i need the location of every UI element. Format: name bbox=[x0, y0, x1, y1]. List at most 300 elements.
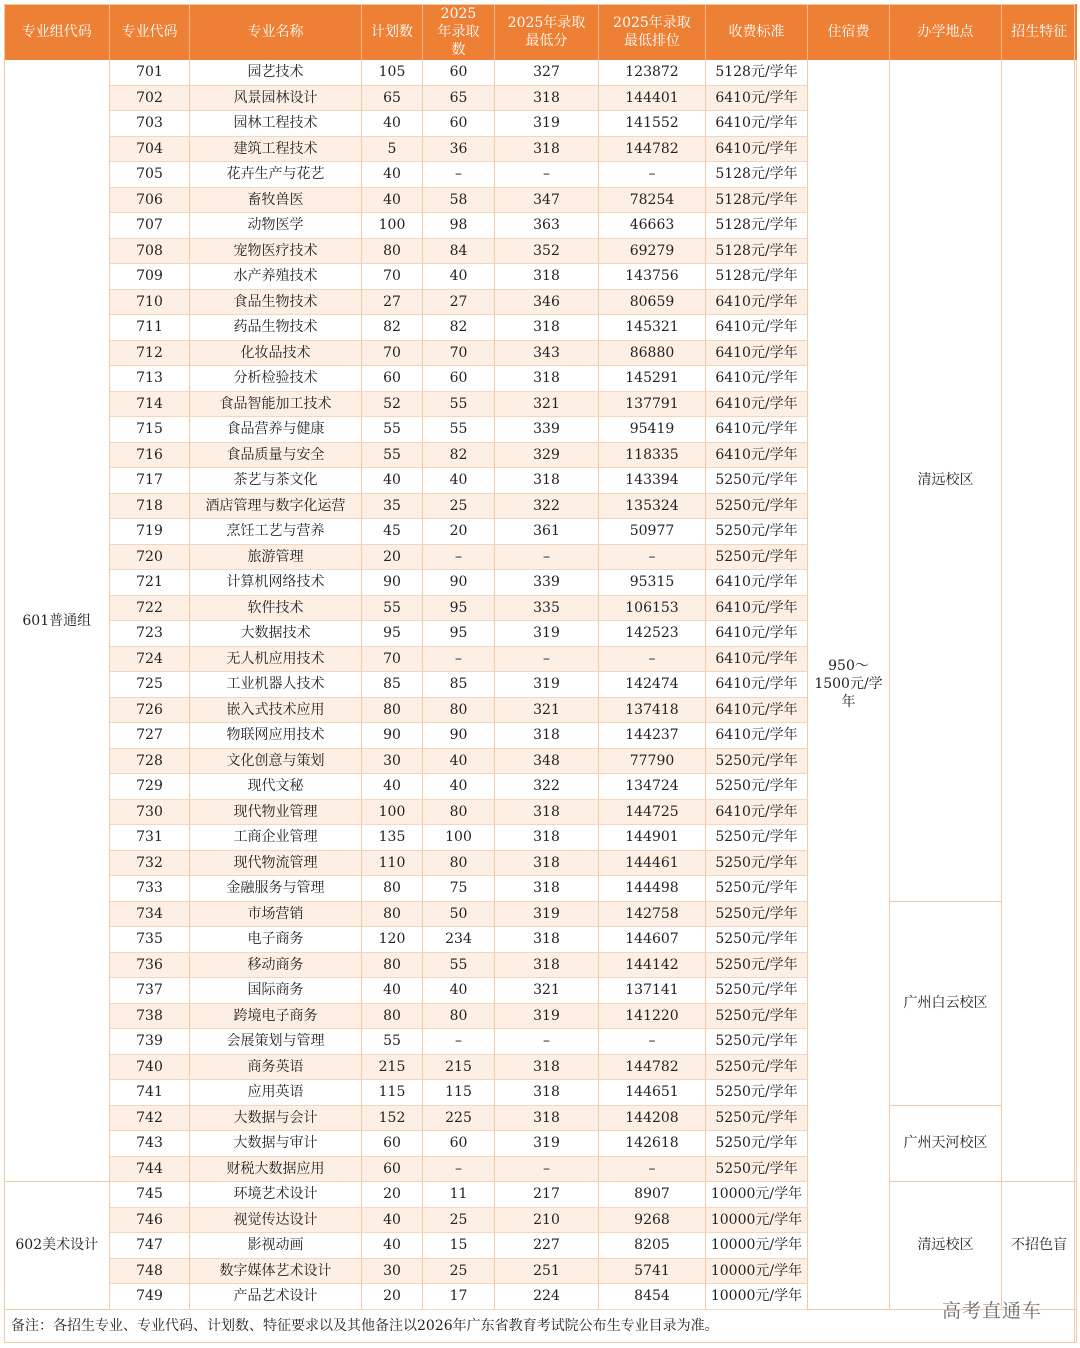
min-rank-cell: 141552 bbox=[599, 111, 706, 137]
min-rank-cell: 8205 bbox=[599, 1233, 706, 1259]
major-name-cell: 现代文秘 bbox=[190, 774, 362, 800]
min-score-cell: 363 bbox=[495, 213, 599, 239]
major-code-cell: 719 bbox=[110, 519, 190, 545]
min-rank-cell: 123872 bbox=[599, 60, 706, 85]
fee-cell: 6410元/学年 bbox=[706, 340, 808, 366]
min-score-cell: 319 bbox=[495, 111, 599, 137]
min-rank-cell: 8454 bbox=[599, 1284, 706, 1310]
plan-cell: 5 bbox=[362, 136, 423, 162]
min-rank-cell: 80659 bbox=[599, 289, 706, 315]
min-rank-cell: 86880 bbox=[599, 340, 706, 366]
admitted-cell: 100 bbox=[423, 825, 495, 851]
plan-cell: 55 bbox=[362, 595, 423, 621]
plan-cell: 45 bbox=[362, 519, 423, 545]
min-rank-cell: 142474 bbox=[599, 672, 706, 698]
min-score-cell: 251 bbox=[495, 1258, 599, 1284]
major-name-cell: 食品营养与健康 bbox=[190, 417, 362, 443]
fee-cell: 5250元/学年 bbox=[706, 1029, 808, 1055]
major-code-cell: 735 bbox=[110, 927, 190, 953]
fee-cell: 5250元/学年 bbox=[706, 1080, 808, 1106]
admitted-cell: – bbox=[423, 646, 495, 672]
table-row bbox=[5, 1182, 1077, 1208]
min-score-cell: 318 bbox=[495, 85, 599, 111]
fee-cell: 6410元/学年 bbox=[706, 646, 808, 672]
min-rank-cell: 145291 bbox=[599, 366, 706, 392]
plan-cell: 120 bbox=[362, 927, 423, 953]
major-code-cell: 710 bbox=[110, 289, 190, 315]
admitted-cell: 225 bbox=[423, 1105, 495, 1131]
plan-cell: 70 bbox=[362, 646, 423, 672]
min-rank-cell: – bbox=[599, 162, 706, 188]
major-code-cell: 741 bbox=[110, 1080, 190, 1106]
admitted-cell: 25 bbox=[423, 1207, 495, 1233]
admitted-cell: 90 bbox=[423, 570, 495, 596]
major-name-cell: 商务英语 bbox=[190, 1054, 362, 1080]
plan-cell: 55 bbox=[362, 1029, 423, 1055]
min-score-cell: – bbox=[495, 544, 599, 570]
header-group-code: 专业组代码 bbox=[5, 4, 110, 60]
min-rank-cell: 144782 bbox=[599, 1054, 706, 1080]
plan-cell: 80 bbox=[362, 1003, 423, 1029]
admission-table bbox=[4, 4, 1077, 1343]
admitted-cell: 40 bbox=[423, 978, 495, 1004]
major-name-cell: 无人机应用技术 bbox=[190, 646, 362, 672]
min-score-cell: 318 bbox=[495, 366, 599, 392]
admitted-cell: – bbox=[423, 162, 495, 188]
fee-cell: 6410元/学年 bbox=[706, 697, 808, 723]
fee-cell: 6410元/学年 bbox=[706, 85, 808, 111]
min-score-cell: 318 bbox=[495, 825, 599, 851]
min-score-cell: 318 bbox=[495, 1054, 599, 1080]
major-name-cell: 数字媒体艺术设计 bbox=[190, 1258, 362, 1284]
major-name-cell: 现代物流管理 bbox=[190, 850, 362, 876]
major-name-cell: 畜牧兽医 bbox=[190, 187, 362, 213]
min-score-cell: 210 bbox=[495, 1207, 599, 1233]
admitted-cell: 60 bbox=[423, 366, 495, 392]
plan-cell: 85 bbox=[362, 672, 423, 698]
admitted-cell: 25 bbox=[423, 493, 495, 519]
major-name-cell: 影视动画 bbox=[190, 1233, 362, 1259]
major-code-cell: 721 bbox=[110, 570, 190, 596]
min-score-cell: 318 bbox=[495, 315, 599, 341]
fee-cell: 5250元/学年 bbox=[706, 1156, 808, 1182]
fee-cell: 6410元/学年 bbox=[706, 723, 808, 749]
major-code-cell: 725 bbox=[110, 672, 190, 698]
footnote-row bbox=[5, 1309, 1077, 1342]
fee-cell: 5250元/学年 bbox=[706, 468, 808, 494]
min-rank-cell: 69279 bbox=[599, 238, 706, 264]
table-body bbox=[5, 60, 1077, 1309]
header-major-code: 专业代码 bbox=[110, 4, 190, 60]
plan-cell: 40 bbox=[362, 111, 423, 137]
admitted-cell: 115 bbox=[423, 1080, 495, 1106]
min-rank-cell: 143394 bbox=[599, 468, 706, 494]
plan-cell: 40 bbox=[362, 1233, 423, 1259]
major-name-cell: 食品智能加工技术 bbox=[190, 391, 362, 417]
plan-cell: 82 bbox=[362, 315, 423, 341]
major-name-cell: 风景园林设计 bbox=[190, 85, 362, 111]
admitted-cell: 84 bbox=[423, 238, 495, 264]
major-code-cell: 713 bbox=[110, 366, 190, 392]
plan-cell: 35 bbox=[362, 493, 423, 519]
admitted-cell: 40 bbox=[423, 264, 495, 290]
major-code-cell: 733 bbox=[110, 876, 190, 902]
header-row bbox=[5, 4, 1077, 60]
min-score-cell: 217 bbox=[495, 1182, 599, 1208]
min-score-cell: 227 bbox=[495, 1233, 599, 1259]
major-code-cell: 743 bbox=[110, 1131, 190, 1157]
major-code-cell: 746 bbox=[110, 1207, 190, 1233]
admitted-cell: 60 bbox=[423, 111, 495, 137]
plan-cell: 60 bbox=[362, 1156, 423, 1182]
fee-cell: 6410元/学年 bbox=[706, 417, 808, 443]
admitted-cell: 55 bbox=[423, 391, 495, 417]
min-score-cell: 318 bbox=[495, 799, 599, 825]
header-plan: 计划数 bbox=[362, 4, 423, 60]
min-score-cell: 339 bbox=[495, 417, 599, 443]
major-name-cell: 软件技术 bbox=[190, 595, 362, 621]
major-name-cell: 食品生物技术 bbox=[190, 289, 362, 315]
major-name-cell: 电子商务 bbox=[190, 927, 362, 953]
major-code-cell: 716 bbox=[110, 442, 190, 468]
major-name-cell: 水产养殖技术 bbox=[190, 264, 362, 290]
plan-cell: 80 bbox=[362, 901, 423, 927]
major-code-cell: 737 bbox=[110, 978, 190, 1004]
plan-cell: 40 bbox=[362, 978, 423, 1004]
min-score-cell: 318 bbox=[495, 468, 599, 494]
min-score-cell: 346 bbox=[495, 289, 599, 315]
admitted-cell: 234 bbox=[423, 927, 495, 953]
min-score-cell: – bbox=[495, 1029, 599, 1055]
fee-cell: 5128元/学年 bbox=[706, 238, 808, 264]
major-code-cell: 714 bbox=[110, 391, 190, 417]
fee-cell: 5250元/学年 bbox=[706, 544, 808, 570]
major-code-cell: 702 bbox=[110, 85, 190, 111]
min-rank-cell: 144142 bbox=[599, 952, 706, 978]
major-name-cell: 分析检验技术 bbox=[190, 366, 362, 392]
major-code-cell: 749 bbox=[110, 1284, 190, 1310]
plan-cell: 105 bbox=[362, 60, 423, 85]
plan-cell: 40 bbox=[362, 774, 423, 800]
admitted-cell: – bbox=[423, 1156, 495, 1182]
min-score-cell: – bbox=[495, 1156, 599, 1182]
fee-cell: 10000元/学年 bbox=[706, 1233, 808, 1259]
plan-cell: 30 bbox=[362, 1258, 423, 1284]
admitted-cell: 36 bbox=[423, 136, 495, 162]
major-name-cell: 茶艺与茶文化 bbox=[190, 468, 362, 494]
header-campus: 办学地点 bbox=[890, 4, 1002, 60]
major-code-cell: 739 bbox=[110, 1029, 190, 1055]
admitted-cell: 82 bbox=[423, 442, 495, 468]
fee-cell: 5128元/学年 bbox=[706, 213, 808, 239]
major-code-cell: 727 bbox=[110, 723, 190, 749]
major-name-cell: 财税大数据应用 bbox=[190, 1156, 362, 1182]
min-rank-cell: 144782 bbox=[599, 136, 706, 162]
major-code-cell: 706 bbox=[110, 187, 190, 213]
min-score-cell: 318 bbox=[495, 1105, 599, 1131]
major-code-cell: 717 bbox=[110, 468, 190, 494]
fee-cell: 5250元/学年 bbox=[706, 519, 808, 545]
major-name-cell: 旅游管理 bbox=[190, 544, 362, 570]
fee-cell: 5250元/学年 bbox=[706, 876, 808, 902]
major-code-cell: 715 bbox=[110, 417, 190, 443]
plan-cell: 20 bbox=[362, 1182, 423, 1208]
fee-cell: 5250元/学年 bbox=[706, 748, 808, 774]
group-code-cell: 602美术设计 bbox=[5, 1182, 110, 1310]
admitted-cell: 80 bbox=[423, 850, 495, 876]
table-row bbox=[5, 60, 1077, 85]
major-name-cell: 产品艺术设计 bbox=[190, 1284, 362, 1310]
min-score-cell: – bbox=[495, 162, 599, 188]
min-score-cell: 318 bbox=[495, 850, 599, 876]
min-rank-cell: 50977 bbox=[599, 519, 706, 545]
min-score-cell: 318 bbox=[495, 723, 599, 749]
min-score-cell: 318 bbox=[495, 136, 599, 162]
admitted-cell: 11 bbox=[423, 1182, 495, 1208]
min-score-cell: 318 bbox=[495, 876, 599, 902]
min-rank-cell: 144901 bbox=[599, 825, 706, 851]
fee-cell: 5250元/学年 bbox=[706, 927, 808, 953]
admitted-cell: 85 bbox=[423, 672, 495, 698]
admitted-cell: 65 bbox=[423, 85, 495, 111]
plan-cell: 55 bbox=[362, 417, 423, 443]
plan-cell: 65 bbox=[362, 85, 423, 111]
campus-cell: 广州天河校区 bbox=[890, 1105, 1002, 1182]
min-score-cell: 318 bbox=[495, 952, 599, 978]
min-score-cell: 348 bbox=[495, 748, 599, 774]
major-name-cell: 会展策划与管理 bbox=[190, 1029, 362, 1055]
fee-cell: 5250元/学年 bbox=[706, 952, 808, 978]
min-rank-cell: 144725 bbox=[599, 799, 706, 825]
dorm-fee-cell: 950～1500元/学年 bbox=[808, 60, 890, 1309]
header-min-score: 2025年录取最低分 bbox=[495, 4, 599, 60]
min-score-cell: 319 bbox=[495, 1003, 599, 1029]
major-code-cell: 734 bbox=[110, 901, 190, 927]
min-rank-cell: 9268 bbox=[599, 1207, 706, 1233]
major-code-cell: 723 bbox=[110, 621, 190, 647]
major-name-cell: 建筑工程技术 bbox=[190, 136, 362, 162]
fee-cell: 10000元/学年 bbox=[706, 1182, 808, 1208]
fee-cell: 5128元/学年 bbox=[706, 60, 808, 85]
plan-cell: 40 bbox=[362, 162, 423, 188]
min-rank-cell: 144607 bbox=[599, 927, 706, 953]
plan-cell: 152 bbox=[362, 1105, 423, 1131]
min-rank-cell: 137791 bbox=[599, 391, 706, 417]
min-rank-cell: 144401 bbox=[599, 85, 706, 111]
admitted-cell: 90 bbox=[423, 723, 495, 749]
plan-cell: 55 bbox=[362, 442, 423, 468]
fee-cell: 5250元/学年 bbox=[706, 493, 808, 519]
min-score-cell: 347 bbox=[495, 187, 599, 213]
plan-cell: 115 bbox=[362, 1080, 423, 1106]
major-name-cell: 应用英语 bbox=[190, 1080, 362, 1106]
min-score-cell: 318 bbox=[495, 264, 599, 290]
min-rank-cell: 77790 bbox=[599, 748, 706, 774]
major-name-cell: 园艺技术 bbox=[190, 60, 362, 85]
min-rank-cell: 141220 bbox=[599, 1003, 706, 1029]
fee-cell: 5250元/学年 bbox=[706, 1054, 808, 1080]
admitted-cell: 27 bbox=[423, 289, 495, 315]
min-rank-cell: 118335 bbox=[599, 442, 706, 468]
plan-cell: 70 bbox=[362, 340, 423, 366]
major-name-cell: 食品质量与安全 bbox=[190, 442, 362, 468]
min-score-cell: 352 bbox=[495, 238, 599, 264]
feature-cell: 不招色盲 bbox=[1002, 1182, 1077, 1310]
min-score-cell: 319 bbox=[495, 672, 599, 698]
fee-cell: 5250元/学年 bbox=[706, 1105, 808, 1131]
fee-cell: 5128元/学年 bbox=[706, 162, 808, 188]
plan-cell: 135 bbox=[362, 825, 423, 851]
major-code-cell: 732 bbox=[110, 850, 190, 876]
plan-cell: 215 bbox=[362, 1054, 423, 1080]
fee-cell: 6410元/学年 bbox=[706, 672, 808, 698]
major-name-cell: 大数据与会计 bbox=[190, 1105, 362, 1131]
plan-cell: 80 bbox=[362, 952, 423, 978]
min-rank-cell: 137418 bbox=[599, 697, 706, 723]
fee-cell: 6410元/学年 bbox=[706, 621, 808, 647]
major-name-cell: 现代物业管理 bbox=[190, 799, 362, 825]
major-name-cell: 物联网应用技术 bbox=[190, 723, 362, 749]
min-rank-cell: 144208 bbox=[599, 1105, 706, 1131]
plan-cell: 80 bbox=[362, 697, 423, 723]
fee-cell: 5250元/学年 bbox=[706, 850, 808, 876]
min-rank-cell: 144237 bbox=[599, 723, 706, 749]
major-code-cell: 708 bbox=[110, 238, 190, 264]
plan-cell: 40 bbox=[362, 187, 423, 213]
campus-cell: 清远校区 bbox=[890, 1182, 1002, 1310]
min-rank-cell: 143756 bbox=[599, 264, 706, 290]
header-min-rank: 2025年录取最低排位 bbox=[599, 4, 706, 60]
plan-cell: 100 bbox=[362, 213, 423, 239]
min-rank-cell: 144461 bbox=[599, 850, 706, 876]
header-fee: 收费标准 bbox=[706, 4, 808, 60]
feature-cell bbox=[1002, 60, 1077, 1182]
plan-cell: 60 bbox=[362, 1131, 423, 1157]
min-rank-cell: – bbox=[599, 544, 706, 570]
fee-cell: 5250元/学年 bbox=[706, 1131, 808, 1157]
fee-cell: 5250元/学年 bbox=[706, 1003, 808, 1029]
plan-cell: 60 bbox=[362, 366, 423, 392]
min-rank-cell: – bbox=[599, 1156, 706, 1182]
major-code-cell: 707 bbox=[110, 213, 190, 239]
fee-cell: 6410元/学年 bbox=[706, 315, 808, 341]
plan-cell: 20 bbox=[362, 544, 423, 570]
admitted-cell: 40 bbox=[423, 468, 495, 494]
admitted-cell: 70 bbox=[423, 340, 495, 366]
admitted-cell: 215 bbox=[423, 1054, 495, 1080]
fee-cell: 6410元/学年 bbox=[706, 595, 808, 621]
major-name-cell: 大数据技术 bbox=[190, 621, 362, 647]
min-rank-cell: 134724 bbox=[599, 774, 706, 800]
min-rank-cell: 5741 bbox=[599, 1258, 706, 1284]
major-code-cell: 731 bbox=[110, 825, 190, 851]
major-name-cell: 动物医学 bbox=[190, 213, 362, 239]
admitted-cell: 40 bbox=[423, 748, 495, 774]
header-major-name: 专业名称 bbox=[190, 4, 362, 60]
fee-cell: 10000元/学年 bbox=[706, 1284, 808, 1310]
plan-cell: 90 bbox=[362, 723, 423, 749]
fee-cell: 5250元/学年 bbox=[706, 774, 808, 800]
major-name-cell: 文化创意与策划 bbox=[190, 748, 362, 774]
fee-cell: 6410元/学年 bbox=[706, 366, 808, 392]
major-name-cell: 大数据与审计 bbox=[190, 1131, 362, 1157]
major-name-cell: 计算机网络技术 bbox=[190, 570, 362, 596]
major-name-cell: 工业机器人技术 bbox=[190, 672, 362, 698]
major-name-cell: 金融服务与管理 bbox=[190, 876, 362, 902]
major-code-cell: 705 bbox=[110, 162, 190, 188]
min-score-cell: 319 bbox=[495, 901, 599, 927]
plan-cell: 70 bbox=[362, 264, 423, 290]
group-code-cell: 601普通组 bbox=[5, 60, 110, 1182]
min-rank-cell: – bbox=[599, 1029, 706, 1055]
major-code-cell: 726 bbox=[110, 697, 190, 723]
admitted-cell: 75 bbox=[423, 876, 495, 902]
campus-cell: 清远校区 bbox=[890, 60, 1002, 901]
admitted-cell: 15 bbox=[423, 1233, 495, 1259]
major-code-cell: 712 bbox=[110, 340, 190, 366]
plan-cell: 20 bbox=[362, 1284, 423, 1310]
min-rank-cell: 135324 bbox=[599, 493, 706, 519]
plan-cell: 40 bbox=[362, 1207, 423, 1233]
major-code-cell: 704 bbox=[110, 136, 190, 162]
min-rank-cell: 142618 bbox=[599, 1131, 706, 1157]
major-code-cell: 720 bbox=[110, 544, 190, 570]
plan-cell: 80 bbox=[362, 238, 423, 264]
plan-cell: 95 bbox=[362, 621, 423, 647]
min-score-cell: 318 bbox=[495, 1080, 599, 1106]
major-name-cell: 国际商务 bbox=[190, 978, 362, 1004]
watermark: 高考直通车 bbox=[942, 1300, 1043, 1322]
min-rank-cell: – bbox=[599, 646, 706, 672]
major-code-cell: 729 bbox=[110, 774, 190, 800]
major-code-cell: 740 bbox=[110, 1054, 190, 1080]
footnote: 备注：各招生专业、专业代码、计划数、特征要求以及其他备注以2026年广东省教育考试院公布生专业目录为准。 bbox=[5, 1309, 1077, 1342]
min-score-cell: 361 bbox=[495, 519, 599, 545]
min-score-cell: 321 bbox=[495, 978, 599, 1004]
major-code-cell: 742 bbox=[110, 1105, 190, 1131]
min-score-cell: 321 bbox=[495, 697, 599, 723]
min-score-cell: 335 bbox=[495, 595, 599, 621]
admitted-cell: 20 bbox=[423, 519, 495, 545]
min-score-cell: 321 bbox=[495, 391, 599, 417]
min-score-cell: 318 bbox=[495, 927, 599, 953]
min-rank-cell: 78254 bbox=[599, 187, 706, 213]
min-rank-cell: 46663 bbox=[599, 213, 706, 239]
admitted-cell: 55 bbox=[423, 952, 495, 978]
major-name-cell: 环境艺术设计 bbox=[190, 1182, 362, 1208]
fee-cell: 5250元/学年 bbox=[706, 978, 808, 1004]
admitted-cell: – bbox=[423, 544, 495, 570]
fee-cell: 6410元/学年 bbox=[706, 799, 808, 825]
table-row bbox=[5, 1105, 1077, 1131]
major-code-cell: 711 bbox=[110, 315, 190, 341]
campus-cell: 广州白云校区 bbox=[890, 901, 1002, 1105]
major-name-cell: 园林工程技术 bbox=[190, 111, 362, 137]
major-code-cell: 709 bbox=[110, 264, 190, 290]
major-name-cell: 跨境电子商务 bbox=[190, 1003, 362, 1029]
admitted-cell: 98 bbox=[423, 213, 495, 239]
min-rank-cell: 95315 bbox=[599, 570, 706, 596]
major-code-cell: 745 bbox=[110, 1182, 190, 1208]
min-rank-cell: 106153 bbox=[599, 595, 706, 621]
fee-cell: 6410元/学年 bbox=[706, 442, 808, 468]
fee-cell: 5128元/学年 bbox=[706, 187, 808, 213]
major-name-cell: 移动商务 bbox=[190, 952, 362, 978]
admitted-cell: 55 bbox=[423, 417, 495, 443]
min-rank-cell: 8907 bbox=[599, 1182, 706, 1208]
admitted-cell: 80 bbox=[423, 799, 495, 825]
admitted-cell: 80 bbox=[423, 697, 495, 723]
